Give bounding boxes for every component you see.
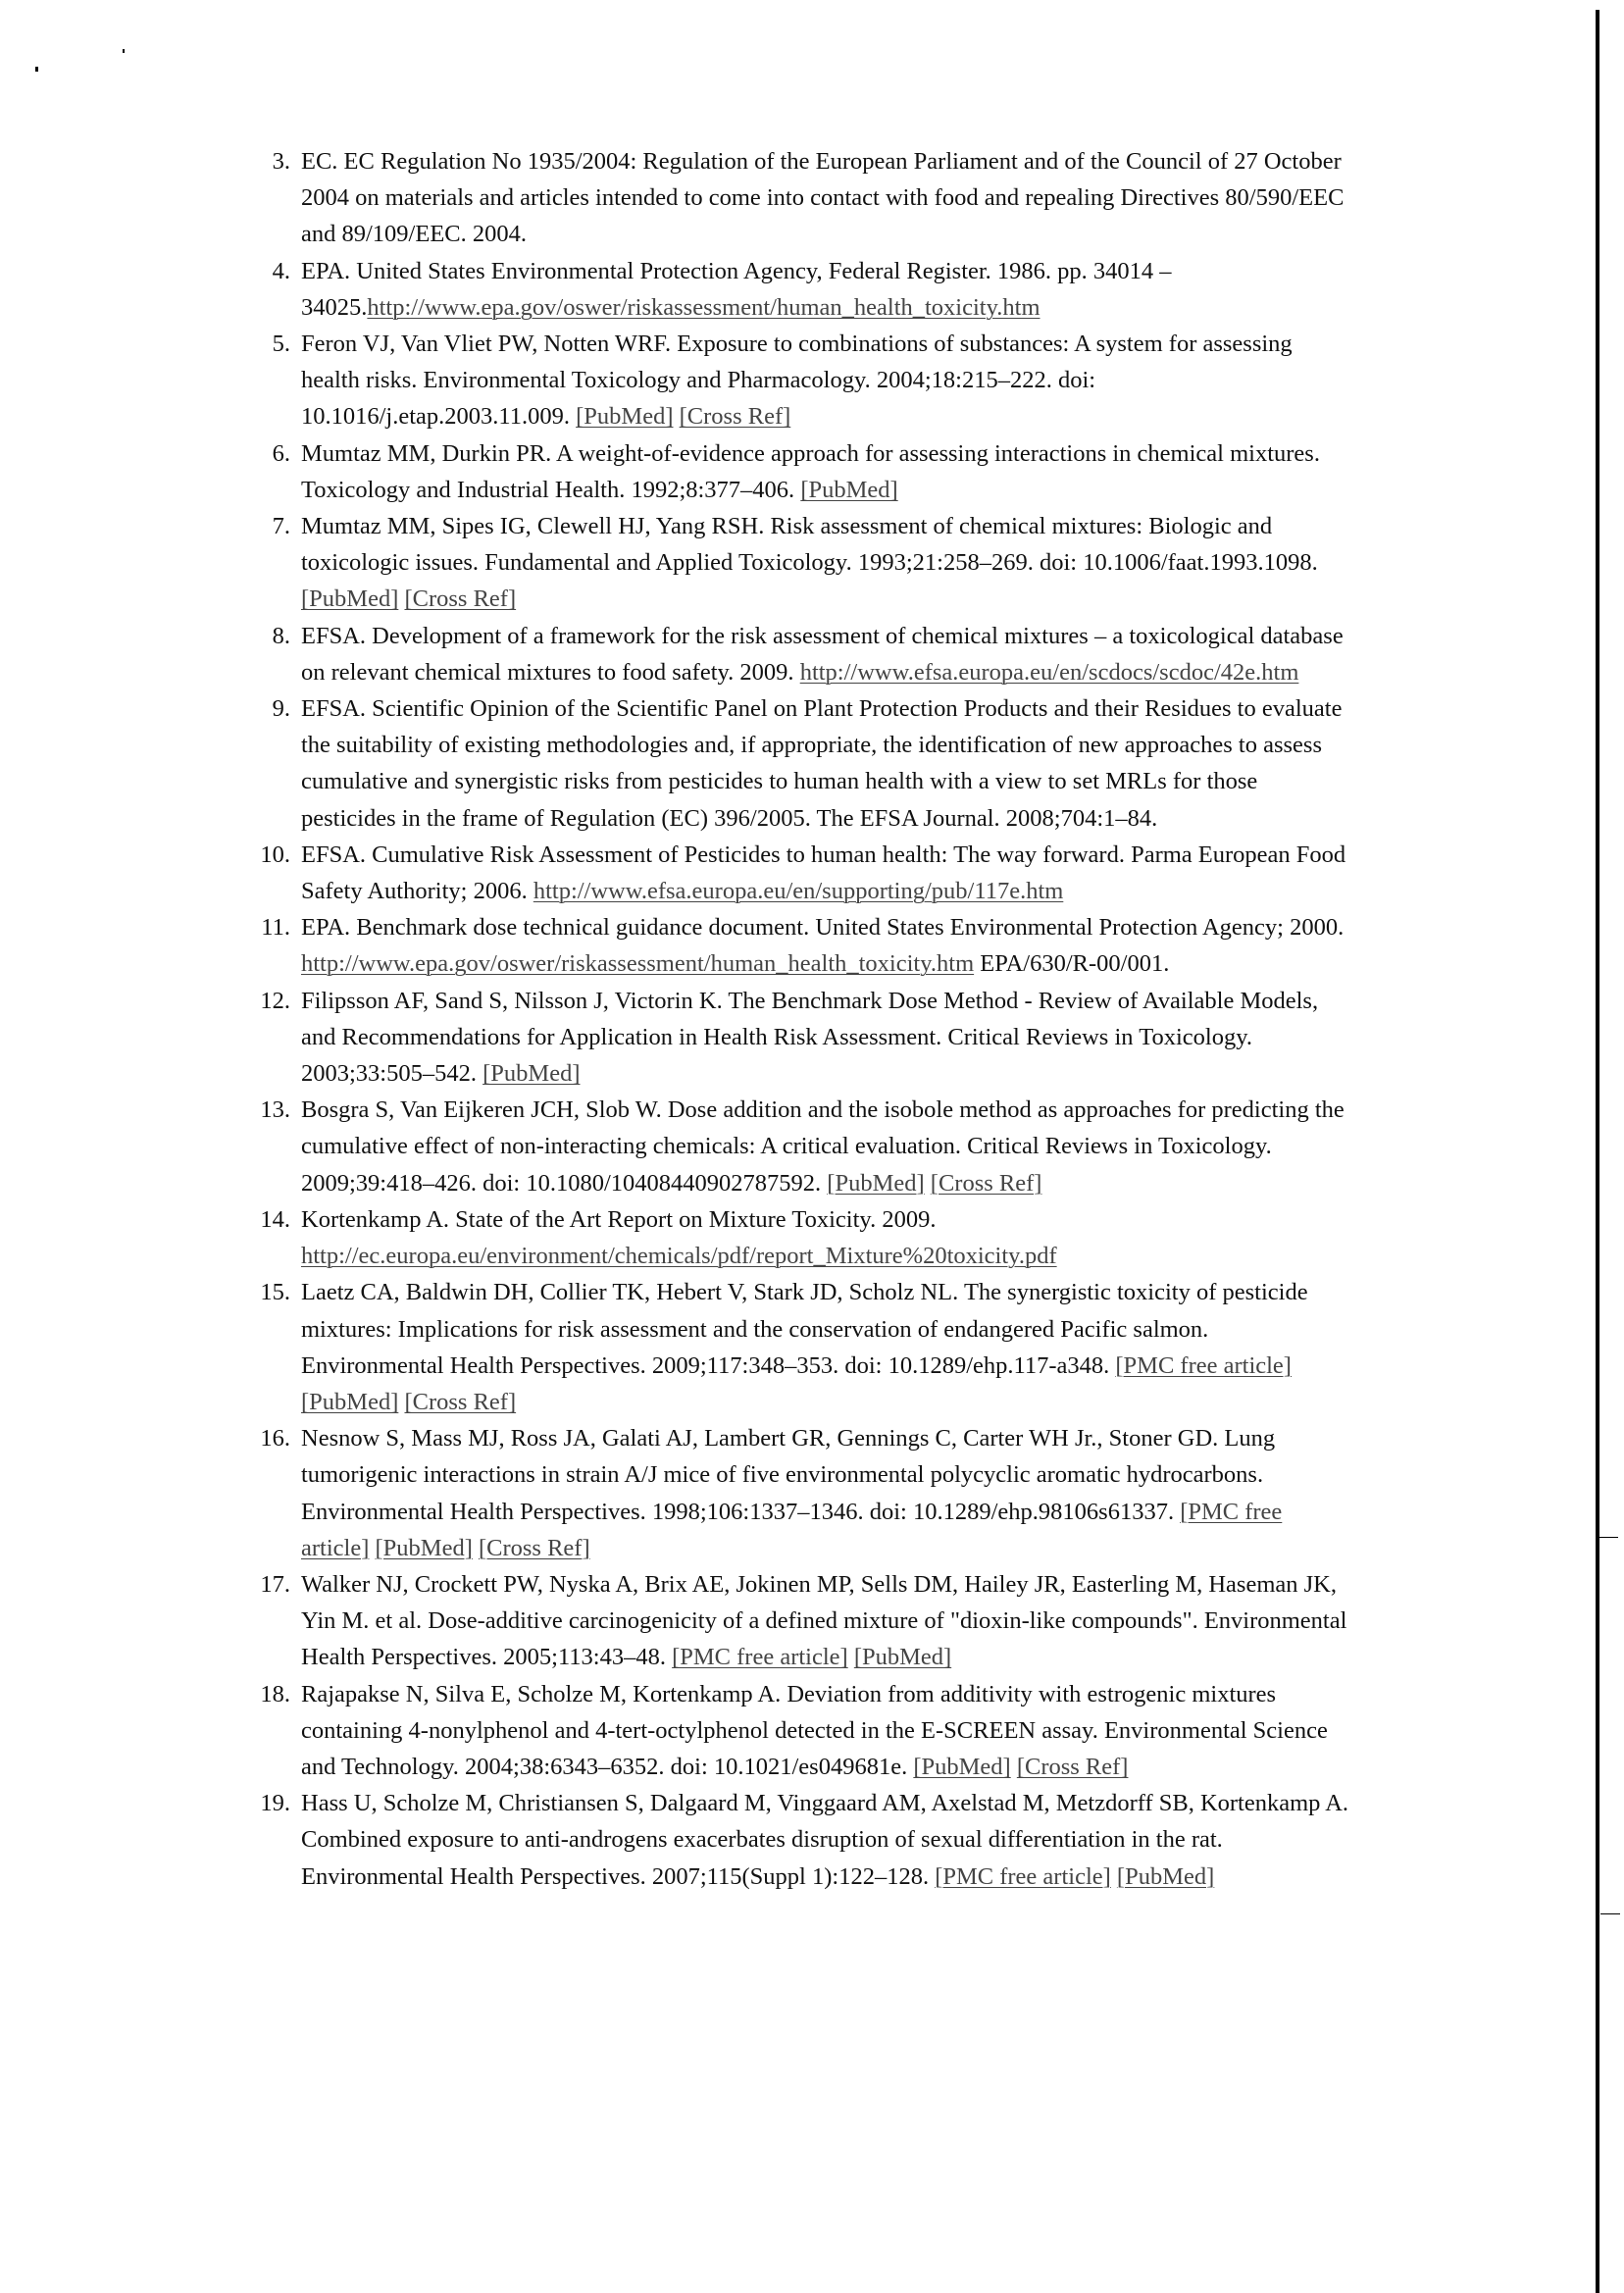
reference-text: Rajapakse N, Silva E, Scholze M, Kortenkamp A. Deviation from additivity with estrogenic mixtures containing 4-nonylphenol and 4-tert-octylphenol detected in the E-SCREEN assay. Environmental Science and Technology. 2004;38:6343–6352. doi: 10.1021/es049681e. xyxy=(301,1680,1328,1780)
reference-text: Walker NJ, Crockett PW, Nyska A, Brix AE, Jokinen MP, Sells DM, Hailey JR, Easterling M, Haseman JK, Yin M. et al. Dose-additive carcinogenicity of a defined mixture of "dioxin-like compounds". Environmental Health Perspectives. 2005;113:43–48. xyxy=(301,1570,1347,1671)
reference-text: Nesnow S, Mass MJ, Ross JA, Galati AJ, Lambert GR, Gennings C, Carter WH Jr., Stoner GD. Lung tumorigenic interactions in strain A/J mice of five environmental polycyclic aromatic hydrocarbons. Environmental Health Perspectives. 1998;106:1337–1346. doi: 10.1289/ehp.98106s61337. xyxy=(301,1425,1276,1525)
url-link[interactable]: http://www.efsa.europa.eu/en/supporting/pub/117e.htm xyxy=(533,878,1064,905)
reference-item xyxy=(235,983,1353,1093)
reference-text: Mumtaz MM, Durkin PR. A weight-of-evidence approach for assessing interactions in chemical mixtures. Toxicology and Industrial Health. 1992;8:377–406. xyxy=(301,439,1320,503)
url-link[interactable]: http://www.epa.gov/oswer/riskassessment/human_health_toxicity.htm xyxy=(367,293,1040,321)
pmc-free-article-link[interactable]: [PMC free article] xyxy=(935,1862,1111,1890)
crossref-link[interactable]: [Cross Ref] xyxy=(404,586,517,613)
reference-item xyxy=(235,1676,1353,1786)
reference-number: 12. xyxy=(260,987,290,1014)
reference-text: EPA. United States Environmental Protection Agency, Federal Register. 1986. pp. 34014 –34025. xyxy=(301,257,1172,321)
url-link[interactable]: http://www.epa.gov/oswer/riskassessment/human_health_toxicity.htm xyxy=(301,950,975,978)
reference-item xyxy=(235,1201,1353,1274)
reference-text: Filipsson AF, Sand S, Nilsson J, Victorin K. The Benchmark Dose Method - Review of Available Models, and Recommendations for Application in Health Risk Assessment. Critical Reviews in Toxicology. 2003;33:505–542. xyxy=(301,987,1319,1088)
reference-number: 19. xyxy=(260,1790,290,1817)
scan-edge-tick xyxy=(1600,1913,1620,1914)
reference-number: 4. xyxy=(272,257,290,284)
reference-text: EC. EC Regulation No 1935/2004: Regulation of the European Parliament and of the Council of 27 October 2004 on materials and articles intended to come into contact with food and repealing Directives 80/590/EEC and 89/109/EEC. 2004. xyxy=(301,148,1345,248)
reference-text: EPA. Benchmark dose technical guidance document. United States Environmental Protection Agency; 2000. xyxy=(301,914,1345,942)
reference-item xyxy=(235,326,1353,435)
scan-speck xyxy=(35,67,38,72)
reference-text: Kortenkamp A. State of the Art Report on Mixture Toxicity. 2009. xyxy=(301,1205,937,1233)
reference-number: 11. xyxy=(261,914,290,942)
crossref-link[interactable]: [Cross Ref] xyxy=(1016,1753,1129,1780)
reference-number: 14. xyxy=(260,1205,290,1233)
reference-item xyxy=(235,837,1353,909)
reference-item xyxy=(235,1785,1353,1895)
reference-number: 15. xyxy=(260,1279,290,1306)
reference-suffix: EPA/630/R-00/001. xyxy=(974,950,1170,978)
reference-number: 8. xyxy=(272,622,290,649)
reference-item xyxy=(235,1566,1353,1676)
reference-text: Hass U, Scholze M, Christiansen S, Dalgaard M, Vinggaard AM, Axelstad M, Metzdorff SB, Kortenkamp A. Combined exposure to anti-androgens exacerbates disruption of sexual differentiation in the rat. Environmental Health Perspectives. 2007;115(Suppl 1):122–128. xyxy=(301,1790,1349,1890)
scan-speck xyxy=(123,49,125,53)
crossref-link[interactable]: [Cross Ref] xyxy=(478,1534,590,1561)
scan-edge-line xyxy=(1596,10,1599,2293)
reference-number: 5. xyxy=(272,331,290,358)
reference-text: EFSA. Cumulative Risk Assessment of Pesticides to human health: The way forward. Parma European Food Safety Authority; 2006. xyxy=(301,841,1346,905)
url-link[interactable]: http://ec.europa.eu/environment/chemicals/pdf/report_Mixture%20toxicity.pdf xyxy=(301,1243,1057,1270)
pmc-free-article-link[interactable]: [PMC free article] xyxy=(1115,1351,1292,1379)
reference-text: Bosgra S, Van Eijkeren JCH, Slob W. Dose addition and the isobole method as approaches for predicting the cumulative effect of non-interacting chemicals: A critical evaluation. Critical Reviews in Toxicology. 2009;39:418–426. doi: 10.1080/10408440902787592. xyxy=(301,1096,1345,1197)
pubmed-link[interactable]: [PubMed] xyxy=(853,1644,952,1671)
reference-number: 13. xyxy=(260,1096,290,1124)
reference-item xyxy=(235,253,1353,326)
pmc-free-article-link[interactable]: [PMC free article] xyxy=(301,1498,1283,1561)
reference-number: 6. xyxy=(272,439,290,467)
pubmed-link[interactable]: [PubMed] xyxy=(827,1169,925,1197)
reference-item xyxy=(235,690,1353,837)
pubmed-link[interactable]: [PubMed] xyxy=(301,1388,399,1415)
reference-text: EFSA. Development of a framework for the risk assessment of chemical mixtures – a toxicological database on relevant chemical mixtures to food safety. 2009. xyxy=(301,622,1344,686)
reference-item xyxy=(235,909,1353,982)
reference-number: 10. xyxy=(260,841,290,868)
pubmed-link[interactable]: [PubMed] xyxy=(375,1534,473,1561)
reference-text: Laetz CA, Baldwin DH, Collier TK, Hebert V, Stark JD, Scholz NL. The synergistic toxicity of pesticide mixtures: Implications for risk assessment and the conservation of endangered Pacific salmon. Environmental Health Perspectives. 2009;117:348–353. doi: 10.1289/ehp.117-a348. xyxy=(301,1279,1308,1379)
reference-text: Mumtaz MM, Sipes IG, Clewell HJ, Yang RSH. Risk assessment of chemical mixtures: Biologic and toxicologic issues. Fundamental and Applied Toxicology. 1993;21:258–269. doi: 10.1006/faat.1993.1098. xyxy=(301,513,1318,577)
reference-list xyxy=(235,143,1353,1895)
reference-text: EFSA. Scientific Opinion of the Scientific Panel on Plant Protection Products and their Residues to evaluate the suitability of existing methodologies and, if appropriate, the identification of new approaches to assess cumulative and synergistic risks from pesticides to human health with a view to set MRLs for those pesticides in the frame of Regulation (EC) 396/2005. The EFSA Journal. 2008;704:1–84. xyxy=(301,695,1343,832)
pubmed-link[interactable]: [PubMed] xyxy=(913,1753,1011,1780)
reference-text: Feron VJ, Van Vliet PW, Notten WRF. Exposure to combinations of substances: A system for assessing health risks. Environmental Toxicology and Pharmacology. 2004;18:215–222. doi: 10.1016/j.etap.2003.11.009. xyxy=(301,331,1293,431)
reference-item xyxy=(235,143,1353,253)
crossref-link[interactable]: [Cross Ref] xyxy=(404,1388,517,1415)
crossref-link[interactable]: [Cross Ref] xyxy=(679,403,791,431)
pubmed-link[interactable]: [PubMed] xyxy=(576,403,674,431)
pubmed-link[interactable]: [PubMed] xyxy=(800,476,898,503)
reference-number: 3. xyxy=(272,148,290,175)
scan-edge-tick xyxy=(1599,1537,1618,1538)
pmc-free-article-link[interactable]: [PMC free article] xyxy=(672,1644,848,1671)
reference-item xyxy=(235,1092,1353,1201)
pubmed-link[interactable]: [PubMed] xyxy=(301,586,399,613)
reference-number: 9. xyxy=(272,695,290,723)
reference-item xyxy=(235,508,1353,618)
reference-number: 7. xyxy=(272,513,290,540)
pubmed-link[interactable]: [PubMed] xyxy=(1116,1862,1215,1890)
reference-item xyxy=(235,1420,1353,1566)
reference-item xyxy=(235,1274,1353,1420)
crossref-link[interactable]: [Cross Ref] xyxy=(930,1169,1042,1197)
pubmed-link[interactable]: [PubMed] xyxy=(482,1060,581,1088)
reference-item xyxy=(235,435,1353,508)
reference-item xyxy=(235,618,1353,690)
reference-number: 16. xyxy=(260,1425,290,1452)
reference-number: 18. xyxy=(260,1680,290,1707)
reference-number: 17. xyxy=(260,1570,290,1598)
url-link[interactable]: http://www.efsa.europa.eu/en/scdocs/scdoc/42e.htm xyxy=(799,658,1299,686)
